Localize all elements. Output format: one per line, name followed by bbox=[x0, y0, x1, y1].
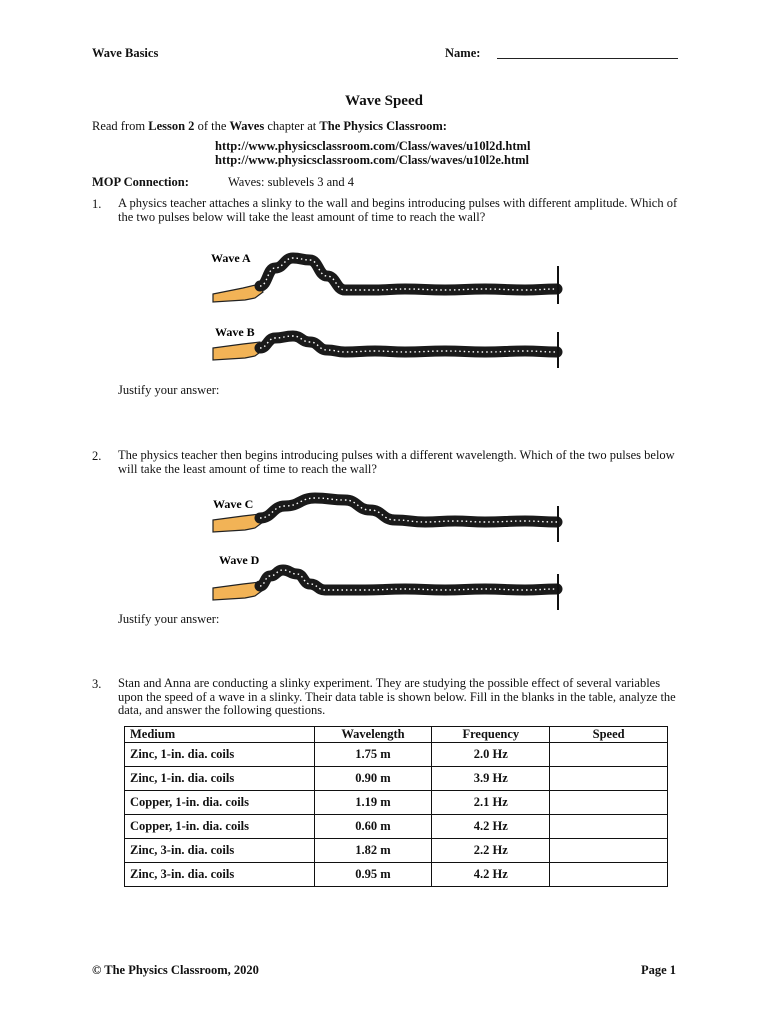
lesson-link[interactable]: http://www.physicsclassroom.com/Class/waves/u10l2e.html bbox=[215, 153, 530, 167]
question-text: A physics teacher attaches a slinky to the wall and begins introducing pulses with different amplitude. Which of the two pulses below will take the least amount of time to reach the wall? bbox=[118, 196, 678, 224]
speed-blank-cell[interactable] bbox=[550, 815, 668, 839]
table-cell: Zinc, 3-in. dia. coils bbox=[125, 863, 315, 887]
page-number: Page 1 bbox=[641, 963, 677, 977]
intro-read-from: Read from bbox=[92, 119, 146, 133]
table-cell: 4.2 Hz bbox=[432, 815, 550, 839]
slinky-coil bbox=[260, 498, 557, 522]
column-header: Speed bbox=[550, 727, 668, 743]
table-cell: 4.2 Hz bbox=[432, 863, 550, 887]
justify-label: Justify your answer: bbox=[118, 612, 220, 626]
table-cell: 2.2 Hz bbox=[432, 839, 550, 863]
header-title: Wave Basics bbox=[92, 46, 159, 60]
table-row bbox=[125, 839, 668, 863]
intro-of-the: of the bbox=[197, 119, 227, 133]
wave-c-figure bbox=[205, 484, 565, 544]
wave-b-figure bbox=[205, 320, 565, 370]
slinky-coil bbox=[260, 258, 557, 290]
table-cell: 0.95 m bbox=[314, 863, 432, 887]
table-cell: 2.0 Hz bbox=[432, 743, 550, 767]
table-cell: 1.82 m bbox=[314, 839, 432, 863]
table-cell: 1.19 m bbox=[314, 791, 432, 815]
table-row bbox=[125, 815, 668, 839]
slinky-coil bbox=[260, 336, 557, 352]
table-row bbox=[125, 767, 668, 791]
table-cell: 2.1 Hz bbox=[432, 791, 550, 815]
table-cell: Copper, 1-in. dia. coils bbox=[125, 815, 315, 839]
intro-waves: Waves bbox=[229, 119, 265, 133]
question-number: 2. bbox=[92, 449, 102, 463]
justify-label: Justify your answer: bbox=[118, 383, 220, 397]
wave-label: Wave B bbox=[215, 325, 255, 339]
intro-chapter-at: chapter at bbox=[267, 119, 317, 133]
copyright: © The Physics Classroom, 2020 bbox=[92, 963, 259, 977]
page-title: Wave Speed bbox=[345, 93, 423, 109]
column-header: Frequency bbox=[432, 727, 550, 743]
table-cell: 3.9 Hz bbox=[432, 767, 550, 791]
question-text: Stan and Anna are conducting a slinky experiment. They are studying the possible effect of several variables upon the speed of a wave in a slinky. Their data table is shown below. Fill in the blanks in the table, analyze the data, and answer the following questions. bbox=[118, 676, 676, 717]
intro-lesson: Lesson 2 bbox=[148, 119, 195, 133]
speed-blank-cell[interactable] bbox=[550, 743, 668, 767]
table-cell: 1.75 m bbox=[314, 743, 432, 767]
wave-label: Wave A bbox=[211, 251, 251, 265]
data-table bbox=[124, 726, 668, 887]
speed-blank-cell[interactable] bbox=[550, 791, 668, 815]
table-cell: Zinc, 1-in. dia. coils bbox=[125, 767, 315, 791]
mop-label: MOP Connection: bbox=[92, 175, 189, 189]
table-cell: Zinc, 1-in. dia. coils bbox=[125, 743, 315, 767]
table-row bbox=[125, 863, 668, 887]
question-number: 1. bbox=[92, 197, 102, 211]
table-row bbox=[125, 743, 668, 767]
wave-label: Wave D bbox=[219, 553, 260, 567]
speed-blank-cell[interactable] bbox=[550, 839, 668, 863]
intro-line bbox=[92, 119, 447, 133]
wave-d-figure bbox=[205, 552, 565, 612]
speed-blank-cell[interactable] bbox=[550, 863, 668, 887]
intro-site: The Physics Classroom: bbox=[319, 119, 447, 133]
wave-label: Wave C bbox=[213, 497, 254, 511]
name-label: Name: bbox=[445, 46, 481, 60]
question-text: The physics teacher then begins introducing pulses with a different wavelength. Which of the two pulses below will take the least amount of time to reach the wall? bbox=[118, 448, 675, 476]
table-cell: Copper, 1-in. dia. coils bbox=[125, 791, 315, 815]
lesson-link[interactable]: http://www.physicsclassroom.com/Class/waves/u10l2d.html bbox=[215, 139, 531, 153]
column-header: Wavelength bbox=[314, 727, 432, 743]
wave-a-figure bbox=[205, 238, 565, 308]
question-number: 3. bbox=[92, 677, 102, 691]
mop-value: Waves: sublevels 3 and 4 bbox=[228, 175, 355, 189]
table-header-row bbox=[125, 727, 668, 743]
lesson-links bbox=[215, 139, 530, 167]
table-row bbox=[125, 791, 668, 815]
name-blank-line[interactable] bbox=[497, 58, 678, 59]
table-cell: 0.60 m bbox=[314, 815, 432, 839]
table-cell: Zinc, 3-in. dia. coils bbox=[125, 839, 315, 863]
column-header: Medium bbox=[125, 727, 315, 743]
table-cell: 0.90 m bbox=[314, 767, 432, 791]
speed-blank-cell[interactable] bbox=[550, 767, 668, 791]
